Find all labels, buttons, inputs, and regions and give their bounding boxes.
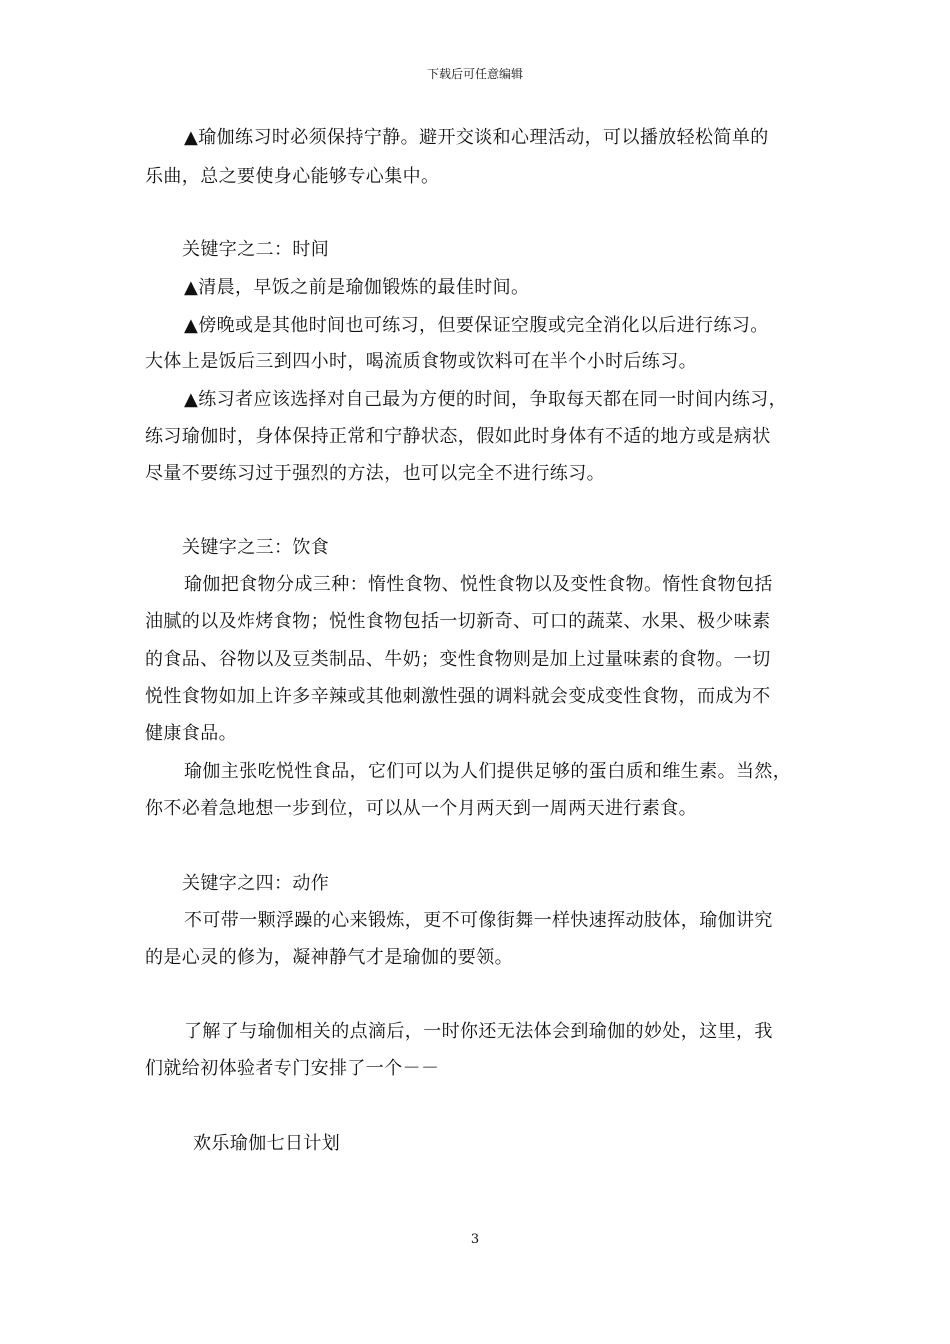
section-heading: 关键字之四：动作	[182, 873, 330, 894]
paragraph-line: 练习瑜伽时，身体保持正常和宁静状态，假如此时身体有不适的地方或是病状	[145, 426, 771, 447]
section-heading: 关键字之三：饮食	[182, 537, 330, 558]
paragraph-line: 的是心灵的修为，凝神静气才是瑜伽的要领。	[145, 947, 513, 968]
page-number: 3	[470, 1232, 480, 1247]
paragraph-line: 瑜伽主张吃悦性食品，它们可以为人们提供足够的蛋白质和维生素。当然，	[184, 761, 792, 782]
paragraph-line: 不可带一颗浮躁的心来锻炼，更不可像街舞一样快速挥动肢体，瑜伽讲究	[184, 910, 773, 931]
paragraph-line: 悦性食物如加上许多辛辣或其他刺激性强的调料就会变成变性食物，而成为不	[145, 686, 771, 707]
paragraph-line: 乐曲，总之要使身心能够专心集中。	[145, 166, 440, 187]
paragraph-line: 们就给初体验者专门安排了一个－－	[145, 1058, 440, 1079]
paragraph-line: ▲瑜伽练习时必须保持宁静。避开交谈和心理活动，可以播放轻松简单的	[184, 127, 769, 148]
paragraph-line: ▲傍晚或是其他时间也可练习，但要保证空腹或完全消化以后进行练习。	[184, 315, 769, 336]
paragraph-line: 油腻的以及炸烤食物；悦性食物包括一切新奇、可口的蔬菜、水果、极少味素	[145, 611, 771, 632]
paragraph-line: 的食品、谷物以及豆类制品、牛奶；变性食物则是加上过量味素的食物。一切	[145, 649, 771, 670]
plan-title: 欢乐瑜伽七日计划	[193, 1133, 341, 1154]
section-heading: 关键字之二：时间	[182, 239, 330, 260]
paragraph-line: ▲练习者应该选择对自己最为方便的时间，争取每天都在同一时间内练习，	[184, 389, 788, 410]
paragraph-line: 大体上是饭后三到四小时，喝流质食物或饮料可在半个小时后练习。	[145, 351, 697, 372]
page-header: 下载后可任意编辑	[426, 67, 523, 81]
paragraph-line: 了解了与瑜伽相关的点滴后，一时你还无法体会到瑜伽的妙处，这里，我	[184, 1021, 773, 1042]
paragraph-line: 尽量不要练习过于强烈的方法，也可以完全不进行练习。	[145, 463, 605, 484]
paragraph-line: ▲清晨，早饭之前是瑜伽锻炼的最佳时间。	[184, 277, 530, 298]
paragraph-line: 健康食品。	[145, 723, 237, 744]
paragraph-line: 你不必着急地想一步到位，可以从一个月两天到一周两天进行素食。	[145, 798, 697, 819]
paragraph-line: 瑜伽把食物分成三种：惰性食物、悦性食物以及变性食物。惰性食物包括	[184, 574, 773, 595]
